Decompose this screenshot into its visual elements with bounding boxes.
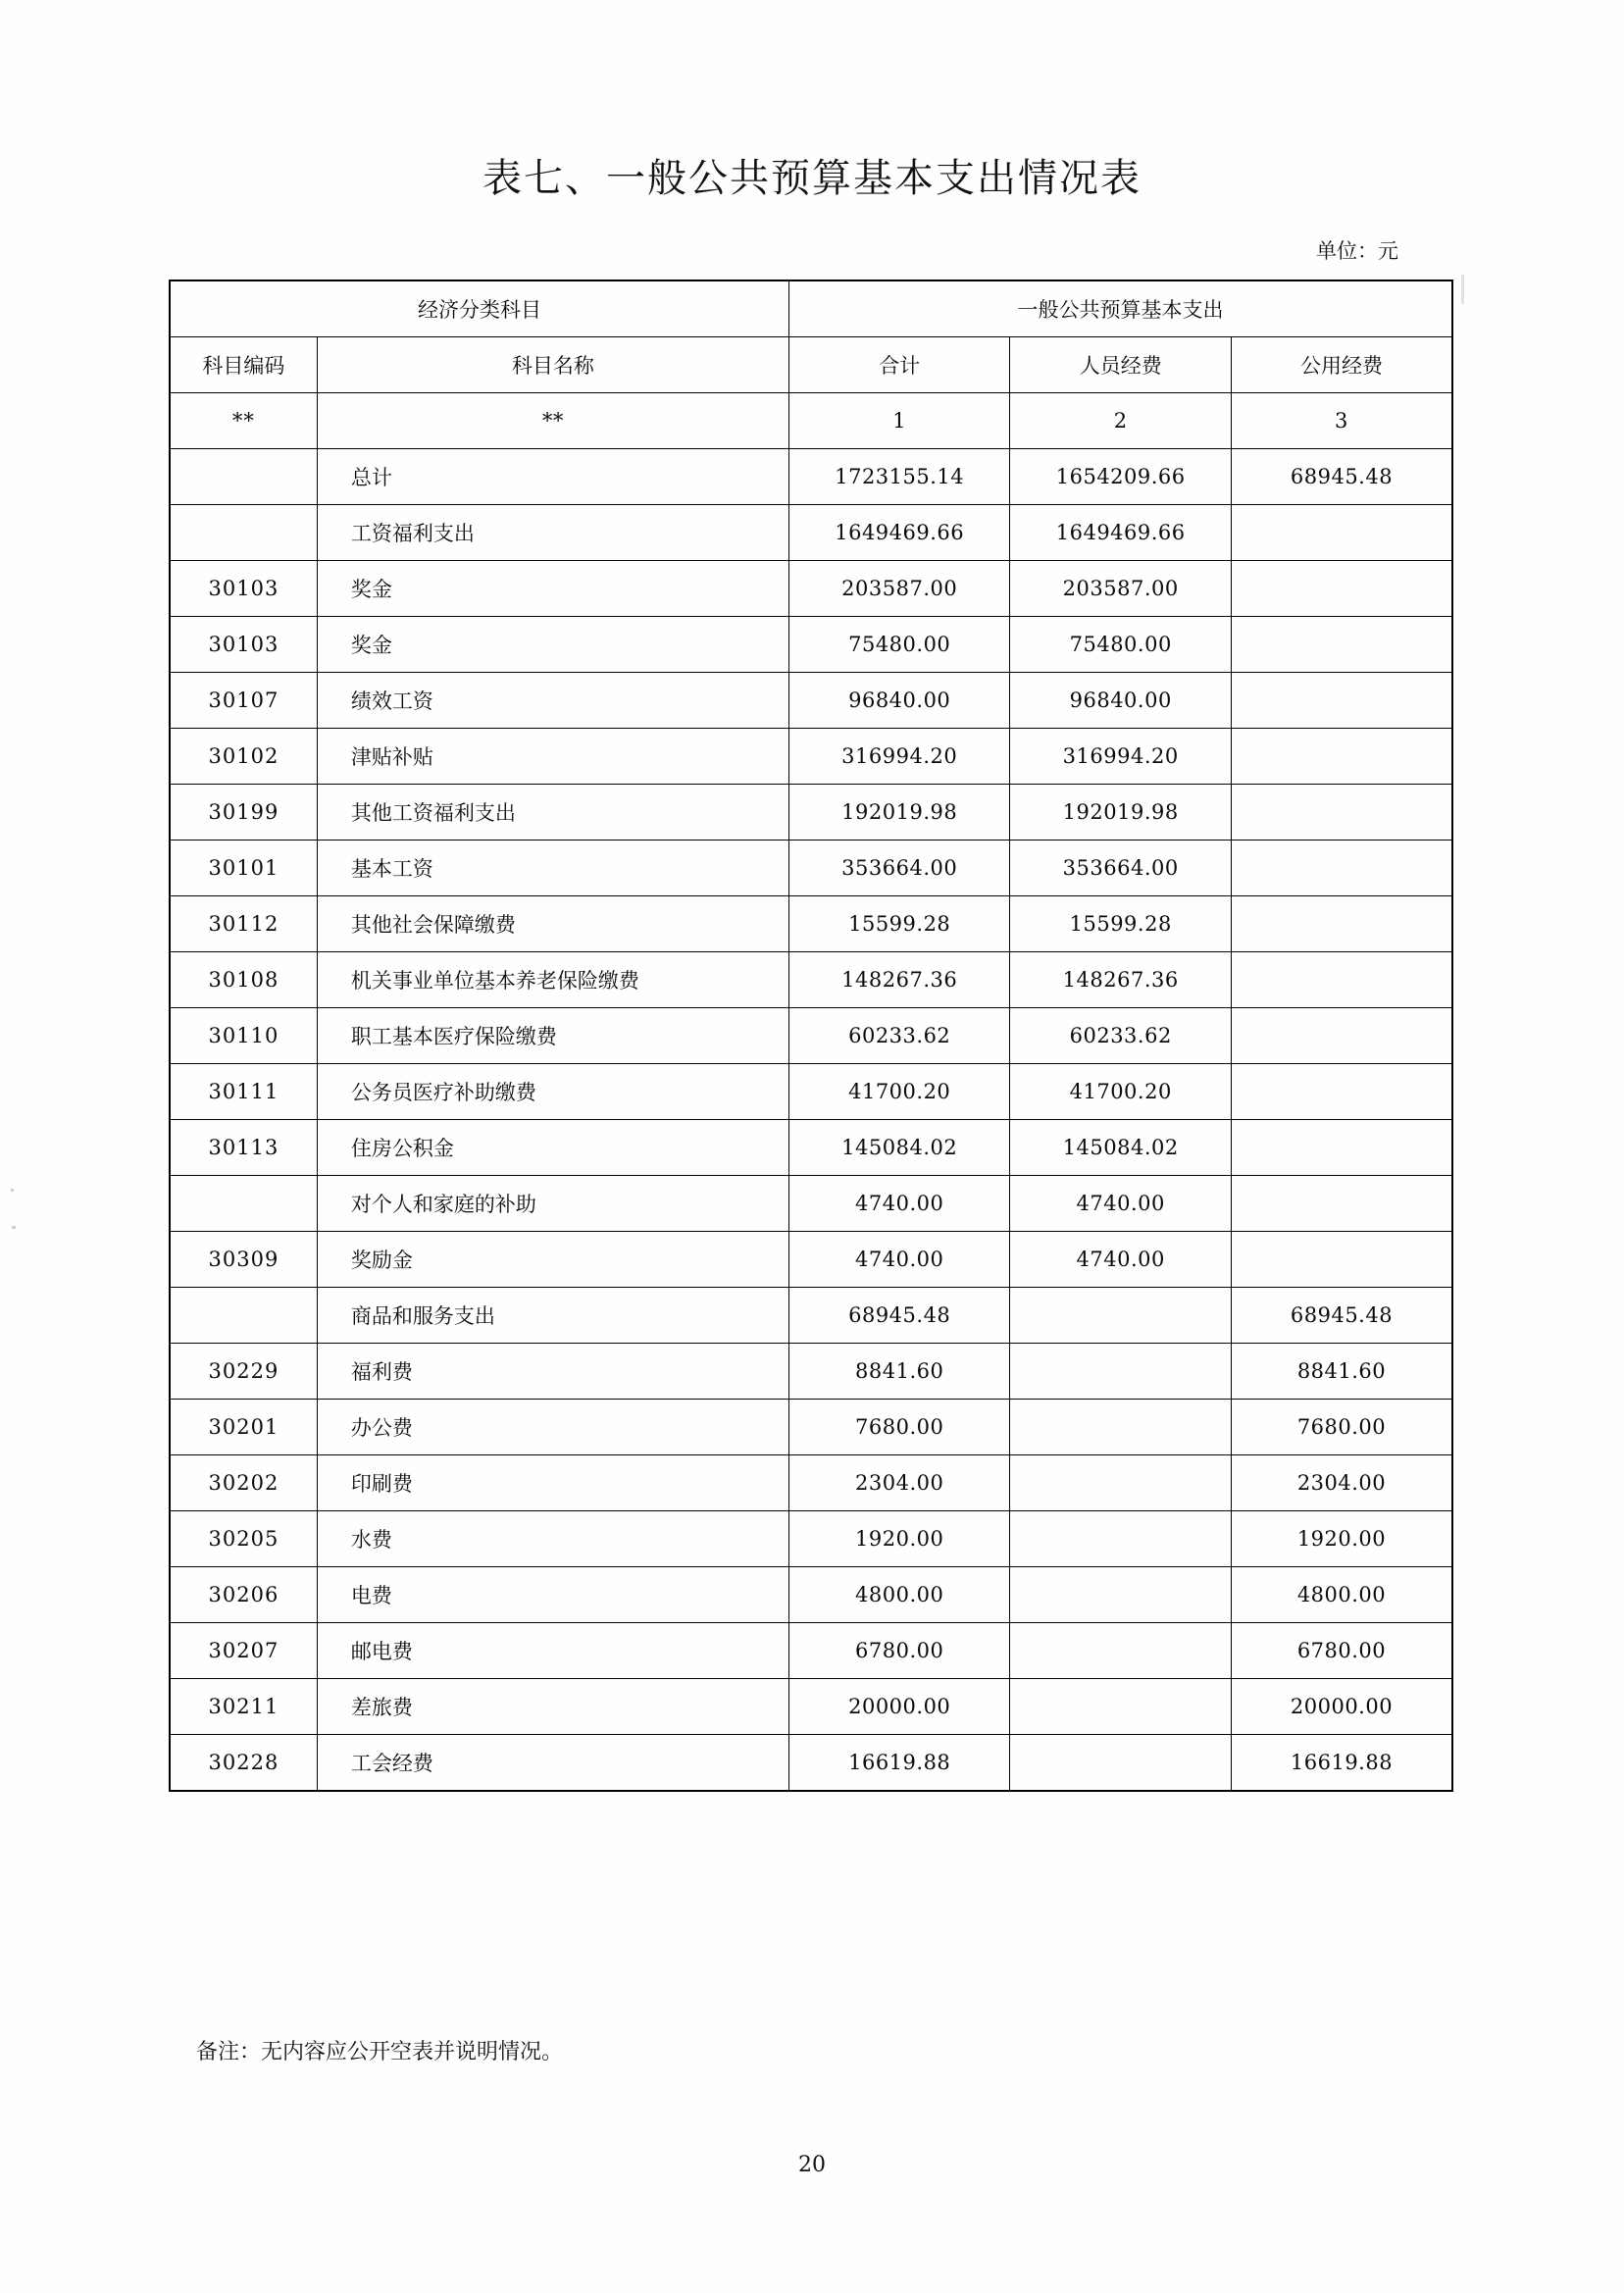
cell-subject-name: 印刷费 xyxy=(317,1455,788,1511)
cell-total: 7680.00 xyxy=(788,1400,1010,1455)
cell-subject-code: 30201 xyxy=(170,1400,317,1455)
cell-subject-code: 30199 xyxy=(170,785,317,841)
table-body xyxy=(170,449,1452,1792)
cell-personnel-expense xyxy=(1010,1735,1232,1792)
table-row xyxy=(170,1455,1452,1511)
cell-public-expense: 68945.48 xyxy=(1231,449,1452,505)
cell-total: 15599.28 xyxy=(788,896,1010,952)
table-row xyxy=(170,673,1452,729)
cell-public-expense xyxy=(1231,505,1452,561)
column-number-name: ** xyxy=(317,393,788,449)
cell-total: 4800.00 xyxy=(788,1567,1010,1623)
page-number: 20 xyxy=(798,2153,826,2177)
cell-total: 8841.60 xyxy=(788,1344,1010,1400)
cell-subject-name: 商品和服务支出 xyxy=(317,1288,788,1344)
cell-total: 4740.00 xyxy=(788,1232,1010,1288)
cell-personnel-expense: 1654209.66 xyxy=(1010,449,1232,505)
cell-subject-code: 30110 xyxy=(170,1008,317,1064)
table-row xyxy=(170,561,1452,617)
cell-personnel-expense xyxy=(1010,1567,1232,1623)
table-row xyxy=(170,1176,1452,1232)
cell-public-expense: 68945.48 xyxy=(1231,1288,1452,1344)
scan-speck xyxy=(12,1226,16,1229)
column-header-personnel: 人员经费 xyxy=(1010,337,1232,393)
cell-personnel-expense: 316994.20 xyxy=(1010,729,1232,785)
cell-subject-name: 总计 xyxy=(317,449,788,505)
table-row xyxy=(170,1064,1452,1120)
cell-subject-code: 30112 xyxy=(170,896,317,952)
cell-subject-code: 30211 xyxy=(170,1679,317,1735)
cell-total: 2304.00 xyxy=(788,1455,1010,1511)
table-row xyxy=(170,1567,1452,1623)
column-number-public: 3 xyxy=(1231,393,1452,449)
cell-subject-code xyxy=(170,505,317,561)
cell-public-expense xyxy=(1231,673,1452,729)
table-row xyxy=(170,1400,1452,1455)
column-number-code: ** xyxy=(170,393,317,449)
cell-subject-name: 其他工资福利支出 xyxy=(317,785,788,841)
table-row xyxy=(170,1511,1452,1567)
cell-personnel-expense: 353664.00 xyxy=(1010,841,1232,896)
table-note: 备注：无内容应公开空表并说明情况。 xyxy=(196,2040,564,2064)
cell-subject-code: 30103 xyxy=(170,617,317,673)
table-row xyxy=(170,841,1452,896)
cell-subject-name: 福利费 xyxy=(317,1344,788,1400)
cell-total: 148267.36 xyxy=(788,952,1010,1008)
cell-subject-code: 30205 xyxy=(170,1511,317,1567)
budget-expenditure-table xyxy=(169,280,1453,1792)
cell-personnel-expense xyxy=(1010,1511,1232,1567)
table-row xyxy=(170,729,1452,785)
cell-personnel-expense: 192019.98 xyxy=(1010,785,1232,841)
cell-public-expense: 20000.00 xyxy=(1231,1679,1452,1735)
cell-personnel-expense xyxy=(1010,1400,1232,1455)
cell-personnel-expense: 148267.36 xyxy=(1010,952,1232,1008)
cell-subject-name: 绩效工资 xyxy=(317,673,788,729)
cell-subject-name: 公务员医疗补助缴费 xyxy=(317,1064,788,1120)
table-header-group-row xyxy=(170,280,1452,337)
cell-subject-name: 办公费 xyxy=(317,1400,788,1455)
table-row xyxy=(170,1288,1452,1344)
header-group-general-budget: 一般公共预算基本支出 xyxy=(788,280,1452,337)
table-row xyxy=(170,785,1452,841)
column-header-code: 科目编码 xyxy=(170,337,317,393)
cell-public-expense: 7680.00 xyxy=(1231,1400,1452,1455)
table-row xyxy=(170,1344,1452,1400)
cell-subject-code: 30207 xyxy=(170,1623,317,1679)
cell-subject-name: 对个人和家庭的补助 xyxy=(317,1176,788,1232)
cell-personnel-expense xyxy=(1010,1344,1232,1400)
cell-personnel-expense xyxy=(1010,1455,1232,1511)
cell-subject-code: 30113 xyxy=(170,1120,317,1176)
table-column-number-row xyxy=(170,393,1452,449)
column-number-personnel: 2 xyxy=(1010,393,1232,449)
cell-subject-code: 30202 xyxy=(170,1455,317,1511)
cell-subject-code xyxy=(170,1288,317,1344)
cell-personnel-expense: 1649469.66 xyxy=(1010,505,1232,561)
cell-subject-name: 住房公积金 xyxy=(317,1120,788,1176)
cell-total: 41700.20 xyxy=(788,1064,1010,1120)
cell-subject-code: 30102 xyxy=(170,729,317,785)
cell-total: 1649469.66 xyxy=(788,505,1010,561)
cell-personnel-expense xyxy=(1010,1623,1232,1679)
cell-total: 16619.88 xyxy=(788,1735,1010,1792)
table-header-row xyxy=(170,337,1452,393)
column-header-public: 公用经费 xyxy=(1231,337,1452,393)
cell-subject-name: 工资福利支出 xyxy=(317,505,788,561)
cell-public-expense xyxy=(1231,1064,1452,1120)
cell-public-expense: 6780.00 xyxy=(1231,1623,1452,1679)
cell-total: 68945.48 xyxy=(788,1288,1010,1344)
cell-public-expense xyxy=(1231,1120,1452,1176)
cell-subject-name: 基本工资 xyxy=(317,841,788,896)
cell-total: 353664.00 xyxy=(788,841,1010,896)
cell-public-expense xyxy=(1231,841,1452,896)
cell-total: 6780.00 xyxy=(788,1623,1010,1679)
cell-subject-name: 其他社会保障缴费 xyxy=(317,896,788,952)
cell-public-expense: 2304.00 xyxy=(1231,1455,1452,1511)
cell-subject-code: 30228 xyxy=(170,1735,317,1792)
cell-subject-name: 奖金 xyxy=(317,561,788,617)
table-row xyxy=(170,1008,1452,1064)
cell-total: 20000.00 xyxy=(788,1679,1010,1735)
header-group-economic-category: 经济分类科目 xyxy=(170,280,788,337)
cell-public-expense xyxy=(1231,785,1452,841)
cell-personnel-expense: 96840.00 xyxy=(1010,673,1232,729)
cell-subject-code: 30206 xyxy=(170,1567,317,1623)
cell-personnel-expense: 4740.00 xyxy=(1010,1176,1232,1232)
cell-public-expense xyxy=(1231,896,1452,952)
cell-subject-name: 奖励金 xyxy=(317,1232,788,1288)
cell-subject-code: 30107 xyxy=(170,673,317,729)
cell-public-expense xyxy=(1231,1008,1452,1064)
cell-subject-code: 30101 xyxy=(170,841,317,896)
cell-subject-name: 职工基本医疗保险缴费 xyxy=(317,1008,788,1064)
page-title: 表七、一般公共预算基本支出情况表 xyxy=(482,156,1142,201)
cell-total: 145084.02 xyxy=(788,1120,1010,1176)
cell-public-expense xyxy=(1231,952,1452,1008)
cell-subject-name: 差旅费 xyxy=(317,1679,788,1735)
table-row xyxy=(170,1679,1452,1735)
cell-public-expense: 4800.00 xyxy=(1231,1567,1452,1623)
scan-speck xyxy=(1461,275,1464,304)
table-row xyxy=(170,1735,1452,1792)
scan-speck xyxy=(11,1189,14,1192)
cell-total: 203587.00 xyxy=(788,561,1010,617)
cell-public-expense: 1920.00 xyxy=(1231,1511,1452,1567)
column-number-total: 1 xyxy=(788,393,1010,449)
cell-public-expense xyxy=(1231,561,1452,617)
cell-personnel-expense xyxy=(1010,1679,1232,1735)
cell-total: 4740.00 xyxy=(788,1176,1010,1232)
cell-subject-name: 机关事业单位基本养老保险缴费 xyxy=(317,952,788,1008)
cell-subject-name: 奖金 xyxy=(317,617,788,673)
table-row xyxy=(170,505,1452,561)
column-header-name: 科目名称 xyxy=(317,337,788,393)
cell-subject-name: 邮电费 xyxy=(317,1623,788,1679)
cell-subject-code xyxy=(170,449,317,505)
cell-subject-name: 津贴补贴 xyxy=(317,729,788,785)
table-row xyxy=(170,952,1452,1008)
cell-personnel-expense: 60233.62 xyxy=(1010,1008,1232,1064)
cell-subject-name: 电费 xyxy=(317,1567,788,1623)
cell-total: 75480.00 xyxy=(788,617,1010,673)
cell-personnel-expense: 15599.28 xyxy=(1010,896,1232,952)
cell-personnel-expense: 145084.02 xyxy=(1010,1120,1232,1176)
cell-personnel-expense: 4740.00 xyxy=(1010,1232,1232,1288)
table-row xyxy=(170,1232,1452,1288)
cell-subject-code: 30309 xyxy=(170,1232,317,1288)
cell-public-expense: 8841.60 xyxy=(1231,1344,1452,1400)
table-row xyxy=(170,896,1452,952)
cell-subject-name: 水费 xyxy=(317,1511,788,1567)
cell-public-expense xyxy=(1231,729,1452,785)
cell-public-expense xyxy=(1231,1232,1452,1288)
cell-public-expense xyxy=(1231,1176,1452,1232)
cell-subject-code: 30111 xyxy=(170,1064,317,1120)
cell-total: 192019.98 xyxy=(788,785,1010,841)
cell-subject-name: 工会经费 xyxy=(317,1735,788,1792)
unit-label: 单位：元 xyxy=(1316,239,1398,263)
table-row xyxy=(170,617,1452,673)
cell-personnel-expense: 75480.00 xyxy=(1010,617,1232,673)
cell-personnel-expense xyxy=(1010,1288,1232,1344)
cell-total: 96840.00 xyxy=(788,673,1010,729)
table-row xyxy=(170,1623,1452,1679)
cell-personnel-expense: 203587.00 xyxy=(1010,561,1232,617)
table-row xyxy=(170,449,1452,505)
cell-total: 1723155.14 xyxy=(788,449,1010,505)
table-row xyxy=(170,1120,1452,1176)
cell-subject-code: 30103 xyxy=(170,561,317,617)
cell-personnel-expense: 41700.20 xyxy=(1010,1064,1232,1120)
cell-total: 60233.62 xyxy=(788,1008,1010,1064)
cell-public-expense xyxy=(1231,617,1452,673)
cell-subject-code: 30108 xyxy=(170,952,317,1008)
cell-subject-code: 30229 xyxy=(170,1344,317,1400)
cell-subject-code xyxy=(170,1176,317,1232)
cell-public-expense: 16619.88 xyxy=(1231,1735,1452,1792)
cell-total: 1920.00 xyxy=(788,1511,1010,1567)
column-header-total: 合计 xyxy=(788,337,1010,393)
cell-total: 316994.20 xyxy=(788,729,1010,785)
